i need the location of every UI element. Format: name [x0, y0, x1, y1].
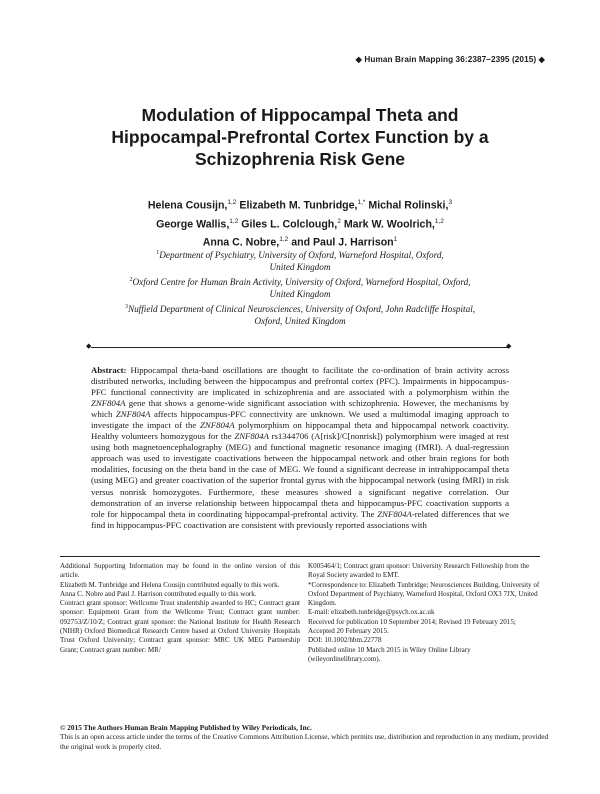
diamond-icon: ◆: [538, 55, 545, 64]
footnote: Contract grant sponsor: Wellcome Trust studentship awarded to HC; Contract grant sponsor: Equipment Grant from the Wellcome Trust; Contract grant number: 092753/Z/10/Z; Contract grant sponsor: the National Institute for Health Research (NIHR) Oxford Biomedical Research Centre based at Oxford University Hospitals Trust Oxford University; Contract grant sponsor: MRC UK MEG Partnership Grant; Contract grant number: MR/: [60, 599, 300, 654]
author-line: [60, 195, 540, 214]
running-head: [356, 54, 545, 64]
author-affil-sup: 1,2: [229, 217, 239, 225]
footnote-doi: DOI: 10.1002/hbm.22778: [308, 636, 382, 645]
affiliation-cont: United Kingdom: [269, 289, 331, 300]
author-name: Elizabeth M. Tunbridge,: [239, 199, 358, 212]
title-line: Hippocampal-Prefrontal Cortex Function by a: [111, 127, 489, 147]
copyright-notice: [60, 723, 550, 751]
copyright-line: © 2015 The Authors Human Brain Mapping Published by Wiley Periodicals, Inc.: [60, 723, 312, 732]
footnote: K005464/1; Contract grant sponsor: University Research Fellowship from the Royal Society awarded to EMT.: [308, 562, 530, 580]
author-name: Anna C. Nobre,: [202, 236, 280, 249]
affiliation: $^2$Oxford Centre for Human Brain Activity, University of Oxford, Warneford Hospital, Oxford,: [129, 276, 471, 287]
affiliations: [70, 247, 530, 328]
affiliation-cont: Oxford, United Kingdom: [254, 316, 346, 327]
author-name: George Wallis,: [156, 218, 230, 231]
footnote: Published online 10 March 2015 in Wiley Online Library (wileyonlinelibrary.com).: [308, 645, 471, 663]
author-affil-sup: 1,2: [227, 199, 237, 206]
author-name: Mark W. Woolrich,: [343, 218, 435, 231]
author-affil-sup: 1,2: [434, 217, 444, 225]
author-affil-sup: 1,2: [279, 236, 289, 244]
footnotes-left: [60, 562, 300, 655]
article-title: [60, 104, 540, 170]
author-affil-sup: 2: [337, 217, 341, 225]
gene-name: ZNF804A: [115, 409, 151, 420]
affiliation-cont: United Kingdom: [269, 262, 331, 273]
author-name: Helena Cousijn,: [147, 199, 228, 212]
author-affil-sup: 1: [393, 236, 398, 244]
diamond-icon: ◆: [86, 342, 92, 350]
footnote-email: E-mail: elizabeth.tunbridge@psych.ox.ac.uk: [308, 608, 435, 617]
author-name: Michal Rolinski,: [368, 199, 449, 212]
author-name: Giles L. Colclough,: [241, 218, 338, 231]
author-list: [60, 195, 540, 251]
section-divider: [91, 347, 509, 348]
license-text: This is an open access article under the terms of the Creative Commons Attribution License, which permits use, distribution and reproduction in any medium, provided the original work is properly cited.: [60, 732, 549, 751]
footnote: *Correspondence to: Elizabeth Tunbridge; Neurosciences Building, University of Oxford Department of Psychiatry, Warneford Hospital, Oxford OX3 7JX, United Kingdom.: [308, 580, 540, 608]
title-line: Schizophrenia Risk Gene: [194, 149, 406, 169]
journal-citation: Human Brain Mapping 36:2387–2395 (2015): [364, 55, 537, 64]
footnotes-right: [308, 562, 540, 664]
footnote: Additional Supporting Information may be found in the online version of this article.: [60, 562, 300, 580]
abstract-label: Abstract:: [91, 365, 127, 375]
footnote: Received for publication 10 September 2014; Revised 19 February 2015; Accepted 20 February 2015.: [308, 617, 516, 636]
gene-name: ZNF804A: [234, 431, 269, 442]
affiliation: $^1$Department of Psychiatry, University of Oxford, Warneford Hospital, Oxford,: [156, 250, 444, 261]
gene-name: ZNF804A: [377, 508, 412, 519]
author-affil-sup: 1,*: [357, 199, 366, 206]
diamond-icon: ◆: [355, 55, 363, 64]
footnote-divider: [60, 556, 540, 557]
author-name: and Paul J. Harrison: [291, 236, 394, 249]
title-line: Modulation of Hippocampal Theta and: [141, 105, 459, 125]
affiliation: $^3$Nuffield Department of Clinical Neurosciences, University of Oxford, John Radcliffe Hospital,: [124, 303, 476, 314]
author-line: [60, 214, 540, 233]
abstract: Abstract: Hippocampal theta-band oscillations are thought to facilitate the co-ordination of brain activity across distributed networks, including between the hippocampus and prefrontal cortex (PFC). Impairments in hippocampus-PFC functional connectivity are implicated in schizophrenia and are associated with a polymorphism within the ZNF804A gene that shows a genome-wide significant association with schizophrenia. However, the mechanisms by which ZNF804A affects hippocampus-PFC connectivity are unknown. We used a multimodal imaging approach to investigate the impact of the ZNF804A polymorphism on hippocampal theta and hippocampal network coactivity. Healthy volunteers homozygous for the ZNF804A rs1344706 (A[risk]/C[nonrisk]) polymorphism were imaged at rest using both magnetoencephalography (MEG) and functional magnetic resonance imaging (fMRI). A dual-regression approach was used to investigate coactivations between the hippocampal network and other brain regions for both modalities, focusing on the theta band in the case of MEG. We found a significant decrease in intrahippocampal theta (using MEG) and greater coactivation of the superior frontal gyrus with the hippocampal network (using fMRI) in risk versus nonrisk homozygotes. Furthermore, these measures showed a significant negative correlation. Our demonstration of an inverse relationship between hippocampal theta and hippocampus-PFC coactivation supports a role for hippocampal theta in coordinating hippocampal-prefrontal activity. The ZNF804A-related differences that we find in hippocampus-PFC coactivation are consistent with previously reported associations with: [91, 365, 509, 530]
author-affil-sup: 3: [448, 199, 453, 206]
diamond-icon: ◆: [506, 342, 512, 350]
footnote: Anna C. Nobre and Paul J. Harrison contributed equally to this work.: [60, 589, 257, 598]
gene-name: ZNF804A: [91, 398, 126, 409]
footnote: Elizabeth M. Tunbridge and Helena Cousijn contributed equally to this work.: [60, 580, 280, 589]
gene-name: ZNF804A: [200, 420, 235, 431]
